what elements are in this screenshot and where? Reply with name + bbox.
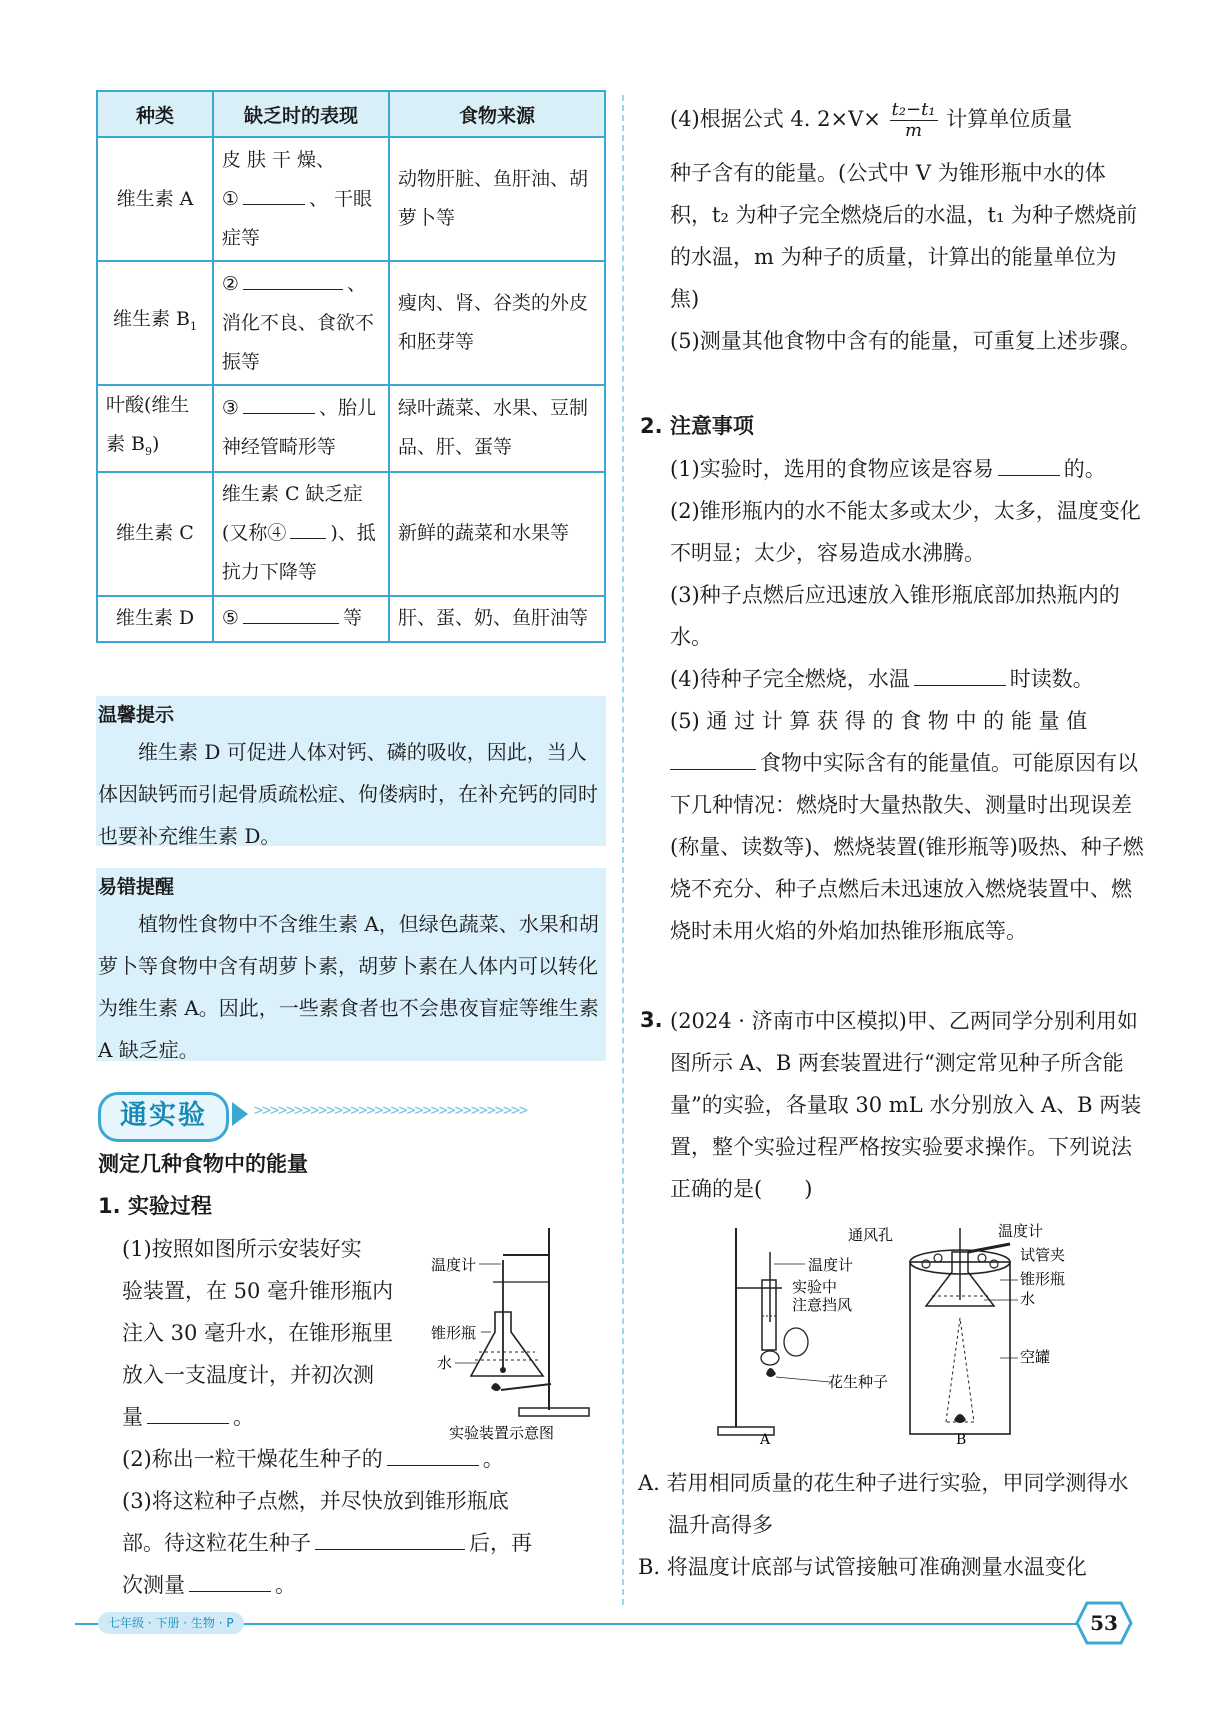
experiment-title: 测定几种食物中的能量 <box>98 1152 308 1176</box>
step1-text <box>122 1228 432 1438</box>
step1-line: 放入一支温度计，并初次测 <box>122 1363 374 1387</box>
section-process: 1. 实验过程 <box>98 1194 212 1218</box>
symptom-text: )、抵抗力下降等 <box>221 522 376 584</box>
answer-blank[interactable] <box>189 1590 271 1592</box>
warm-tip-body: 维生素 D 可促进人体对钙、磷的吸收，因此，当人体因缺钙而引起骨质疏松症、佝偻病时，在补充钙的同时也要补充维生素 D。 <box>98 740 598 848</box>
symptom-text: 皮 肤 干 燥、 <box>221 148 336 171</box>
symptom-text: 维生素 C 缺乏症(又称 <box>221 483 363 545</box>
water-label: 水 <box>437 1354 453 1372</box>
answer-blank[interactable] <box>243 203 305 205</box>
note-text: 的。 <box>1063 457 1106 481</box>
step4-text: (4)根据公式 4. 2×V× <box>670 107 881 131</box>
figure-caption: 实验装置示意图 <box>449 1424 555 1442</box>
table-row <box>97 472 605 596</box>
answer-blank[interactable] <box>243 288 343 290</box>
formula-fraction <box>890 100 938 141</box>
vitamin-name: 维生素 C <box>97 472 213 596</box>
blank-marker: ③ <box>221 397 239 420</box>
option-b[interactable]: B. 将温度计底部与试管接触可准确测量水温变化 <box>638 1555 1087 1579</box>
symptom-cell <box>213 472 389 596</box>
warm-tip-title: 温馨提示 <box>98 704 175 726</box>
note1 <box>670 448 1145 490</box>
table-header-row <box>97 91 605 137</box>
answer-blank[interactable] <box>243 412 315 414</box>
step5-text: (5)测量其他食物中含有的能量，可重复上述步骤。 <box>670 329 1141 353</box>
error-tip-title: 易错提醒 <box>98 876 175 898</box>
answer-blank[interactable] <box>914 684 1006 686</box>
fraction-denominator: m <box>905 120 923 141</box>
step4-formula-line <box>670 98 1145 141</box>
symptom-cell <box>213 137 389 261</box>
header-source: 食物来源 <box>389 91 605 137</box>
step1-end: 。 <box>233 1405 254 1429</box>
answer-blank[interactable] <box>315 1548 465 1550</box>
banner-arrows: >>>>>>>>>>>>>>>>>>>>>>>>>>>>>>>>>> <box>254 1101 528 1119</box>
answer-blank[interactable] <box>998 474 1060 476</box>
source-cell: 瘦肉、肾、谷类的外皮和胚芽等 <box>389 261 605 385</box>
vitamin-table <box>96 90 606 643</box>
banner-badge: 通实验 <box>98 1092 229 1142</box>
apparatus-ab-figure <box>710 1222 1125 1447</box>
step3-line: 部。待这粒花生种子 <box>122 1531 311 1555</box>
table-row <box>97 385 605 472</box>
question-3-text: (2024 · 济南市中区模拟)甲、乙两同学分别利用如图所示 A、B 两套装置进行“测定常见种子所含能量”的实验，各量取 30 mL 水分别放入 A、B 两装置，整个实验过程严格按实验要求操作。下列说法正确的是( ) <box>670 1009 1142 1201</box>
note2: (2)锥形瓶内的水不能太多或太少，太多，温度变化不明显；太少，容易造成水沸腾。 <box>670 499 1141 565</box>
answer-blank[interactable] <box>147 1422 229 1424</box>
source-cell: 新鲜的蔬菜和水果等 <box>389 472 605 596</box>
symptom-text: 、胎儿神经管畸形等 <box>221 397 376 459</box>
b-water-label: 水 <box>1020 1290 1036 1308</box>
error-tip-box <box>96 868 606 1061</box>
note-text: (5) 通 过 计 算 获 得 的 食 物 中 的 能 量 值 <box>670 709 1088 733</box>
symptom-text: 、消化不良、食欲不振等 <box>221 272 374 373</box>
step3-line: 次测量 <box>122 1573 185 1597</box>
option-a[interactable]: A. 若用相同质量的花生种子进行实验，甲同学测得水温升高得多 <box>638 1471 1129 1537</box>
answer-blank[interactable] <box>670 768 756 770</box>
step3-line: (3)将这粒种子点燃，并尽快放到锥形瓶底 <box>122 1489 509 1513</box>
symptom-cell <box>213 261 389 385</box>
flask-label: 锥形瓶 <box>431 1324 477 1342</box>
column-divider <box>622 95 624 1605</box>
thermometer-label: 温度计 <box>431 1256 477 1274</box>
step1-line: 验装置，在 50 毫升锥形瓶内 <box>122 1279 394 1303</box>
b-clamp-label: 试管夹 <box>1020 1246 1066 1264</box>
a-thermometer-label: 温度计 <box>808 1256 854 1274</box>
source-cell: 肝、蛋、奶、鱼肝油等 <box>389 596 605 642</box>
step1-line: 量 <box>122 1405 143 1429</box>
seed-label: 花生种子 <box>828 1373 889 1391</box>
page-number-text: 53 <box>1090 1611 1118 1635</box>
apparatus-b-label: B <box>956 1432 967 1447</box>
fraction-numerator: t₂−t₁ <box>891 99 936 120</box>
warm-tip-box <box>96 696 606 846</box>
step4-body: 种子含有的能量。(公式中 V 为锥形瓶中水的体积，t₂ 为种子完全燃烧后的水温，t₁ 为种子燃烧前的水温，m 为种子的质量，计算出的能量单位为焦) <box>670 161 1138 311</box>
header-symptom: 缺乏时的表现 <box>213 91 389 137</box>
blank-marker: ⑤ <box>221 607 239 630</box>
symptom-text: 、 干眼症等 <box>221 187 372 249</box>
symptom-cell <box>213 596 389 642</box>
vitamin-name: 维生素 A <box>97 137 213 261</box>
answer-blank[interactable] <box>290 537 326 539</box>
question-3-number: 3. <box>640 1008 663 1032</box>
step2-text <box>122 1438 606 1480</box>
header-kind: 种类 <box>97 91 213 137</box>
experiment-banner <box>96 1090 606 1140</box>
note-text: (4)待种子完全燃烧，水温 <box>670 667 910 691</box>
apparatus-a-label: A <box>760 1432 771 1447</box>
step4-text: 计算单位质量 <box>946 107 1073 131</box>
source-cell: 动物肝脏、鱼肝油、胡萝卜等 <box>389 137 605 261</box>
vitamin-name: 维生素 $B_1$ <box>97 261 213 385</box>
note-text: (1)实验时，选用的食物应该是容易 <box>670 457 994 481</box>
table-row <box>97 137 605 261</box>
note5 <box>670 700 1145 952</box>
blank-marker: ④ <box>267 522 287 545</box>
answer-blank[interactable] <box>387 1464 479 1466</box>
b-flask-label: 锥形瓶 <box>1020 1270 1066 1288</box>
note4 <box>670 658 1145 700</box>
source-cell: 绿叶蔬菜、水果、豆制品、肝、蛋等 <box>389 385 605 472</box>
vitamin-name: 维生素 D <box>97 596 213 642</box>
page-number <box>1075 1600 1133 1646</box>
b-thermometer-label: 温度计 <box>998 1222 1044 1240</box>
answer-blank[interactable] <box>243 622 339 624</box>
footer-book-tag: 七年级 · 下册 · 生物 · P <box>98 1612 244 1634</box>
step3-line: 后，再 <box>469 1531 532 1555</box>
step1-line: 注入 30 毫升水，在锥形瓶里 <box>122 1321 394 1345</box>
vitamin-name: 叶酸(维生素 $B_9$) <box>97 385 213 472</box>
step1-line: (1)按照如图所示安装好实 <box>122 1237 362 1261</box>
b-can-label: 空罐 <box>1020 1348 1051 1366</box>
step2-label: (2)称出一粒干燥花生种子的 <box>122 1447 383 1471</box>
symptom-cell <box>213 385 389 472</box>
table-row <box>97 596 605 642</box>
experiment-apparatus-figure <box>431 1220 606 1445</box>
step3-text <box>122 1480 606 1606</box>
symptom-text: 等 <box>342 607 362 630</box>
step3-end: 。 <box>275 1573 296 1597</box>
a-shield-label-1: 实验中 <box>792 1278 838 1296</box>
b-vent-label: 通风孔 <box>848 1226 894 1244</box>
banner-arrow-icon <box>232 1102 248 1126</box>
blank-marker: ② <box>221 272 239 295</box>
note3: (3)种子点燃后应迅速放入锥形瓶底部加热瓶内的水。 <box>670 583 1120 649</box>
step2-end: 。 <box>482 1447 504 1471</box>
section-notes: 2. 注意事项 <box>640 414 754 438</box>
note-text: 食物中实际含有的能量值。可能原因有以下几种情况：燃烧时大量热散失、测量时出现误差(称量、读数等)、燃烧装置(锥形瓶等)吸热、种子燃烧不充分、种子点燃后未迅速放入燃烧装置中、燃烧时未用火焰的外焰加热锥形瓶底等。 <box>670 751 1144 943</box>
blank-marker: ① <box>221 187 239 210</box>
error-tip-body: 植物性食物中不含维生素 A，但绿色蔬菜、水果和胡萝卜等食物中含有胡萝卜素，胡萝卜素在人体内可以转化为维生素 A。因此，一些素食者也不会患夜盲症等维生素 A 缺乏症。 <box>98 912 599 1062</box>
a-shield-label-2: 注意挡风 <box>792 1296 853 1314</box>
note-text: 时读数。 <box>1009 667 1094 691</box>
table-row <box>97 261 605 385</box>
